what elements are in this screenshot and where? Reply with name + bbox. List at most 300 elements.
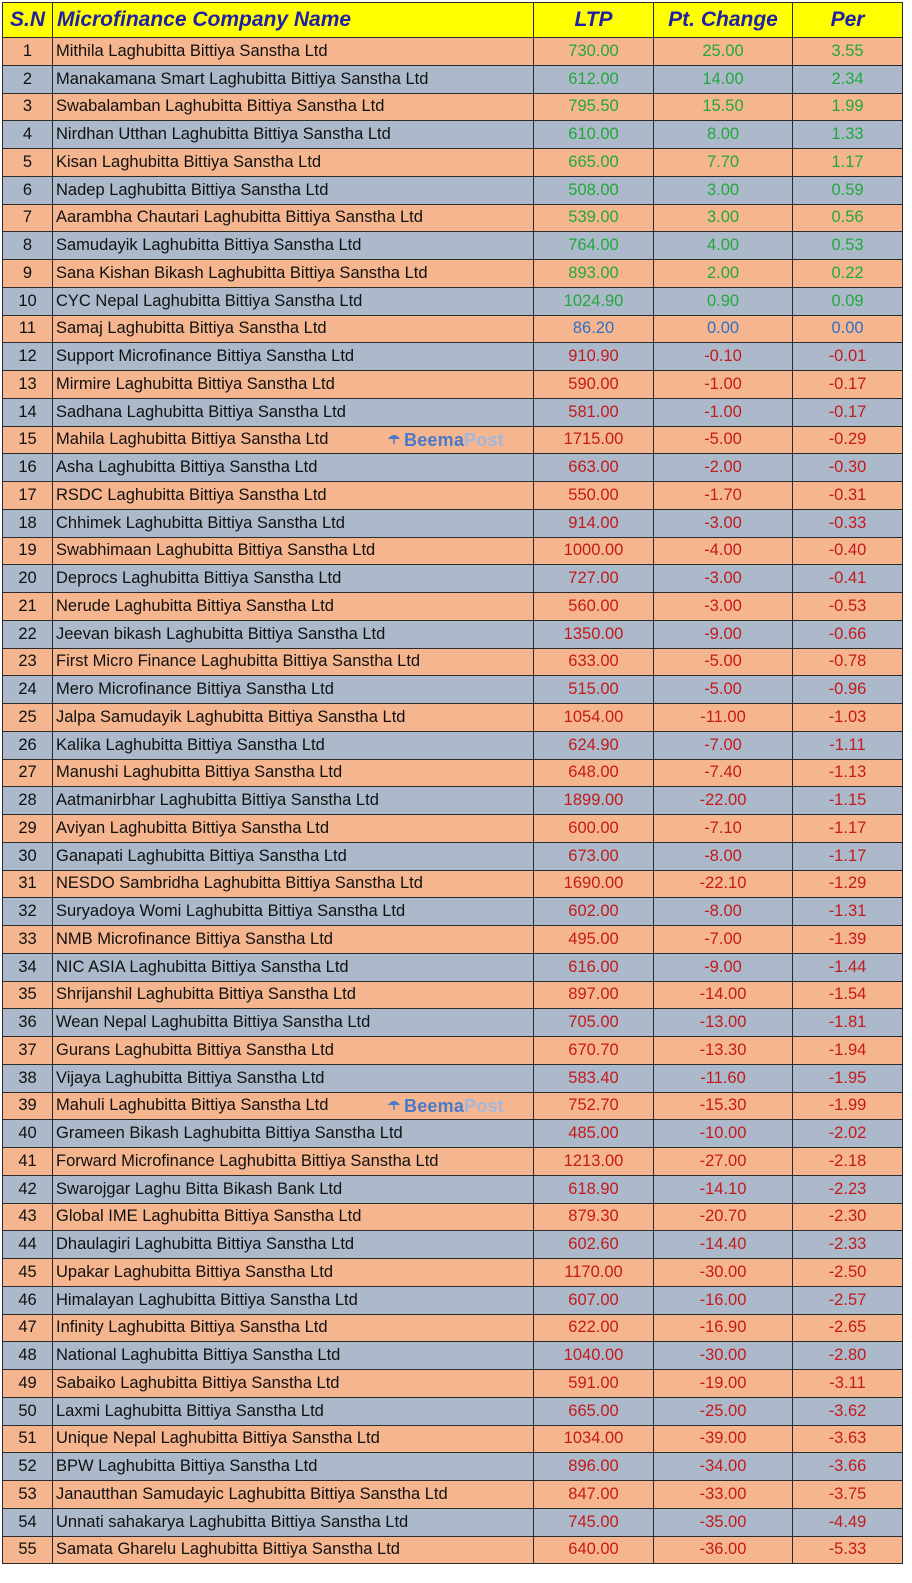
row-sn: 16 <box>3 454 53 482</box>
row-per: -1.17 <box>793 815 903 843</box>
header-row <box>3 3 903 38</box>
row-per: -2.50 <box>793 1259 903 1287</box>
row-company-name <box>53 371 534 399</box>
table-row <box>3 38 903 66</box>
row-pt-change: -1.00 <box>654 398 793 426</box>
row-ltp: 847.00 <box>534 1481 654 1509</box>
company-name-text: Wean Nepal Laghubitta Bittiya Sanstha Ltd <box>56 1013 371 1032</box>
row-sn: 10 <box>3 287 53 315</box>
company-name-text: Sadhana Laghubitta Bittiya Sanstha Ltd <box>56 402 346 421</box>
row-per: -0.96 <box>793 676 903 704</box>
row-per: 1.33 <box>793 121 903 149</box>
row-sn: 29 <box>3 815 53 843</box>
row-pt-change: -5.00 <box>654 426 793 454</box>
company-name-text: Aarambha Chautari Laghubitta Bittiya Sanstha Ltd <box>56 208 423 227</box>
row-company-name <box>53 121 534 149</box>
row-ltp: 897.00 <box>534 981 654 1009</box>
row-sn: 14 <box>3 398 53 426</box>
row-company-name <box>53 1508 534 1536</box>
data-table <box>2 2 903 1564</box>
row-sn: 25 <box>3 704 53 732</box>
row-per: -5.33 <box>793 1536 903 1564</box>
row-pt-change: -3.00 <box>654 509 793 537</box>
row-sn: 50 <box>3 1397 53 1425</box>
row-sn: 21 <box>3 593 53 621</box>
row-pt-change: -14.00 <box>654 981 793 1009</box>
row-company-name <box>53 509 534 537</box>
row-company-name <box>53 1453 534 1481</box>
row-sn: 23 <box>3 648 53 676</box>
row-per: -2.23 <box>793 1175 903 1203</box>
row-pt-change: -11.60 <box>654 1064 793 1092</box>
row-per: -3.66 <box>793 1453 903 1481</box>
row-sn: 49 <box>3 1370 53 1398</box>
row-pt-change: -14.40 <box>654 1231 793 1259</box>
row-sn: 53 <box>3 1481 53 1509</box>
row-company-name <box>53 1259 534 1287</box>
header-pt-change: Pt. Change <box>654 3 793 38</box>
row-company-name <box>53 65 534 93</box>
row-ltp: 622.00 <box>534 1314 654 1342</box>
header-company-name: Microfinance Company Name <box>53 3 534 38</box>
row-per: -0.78 <box>793 648 903 676</box>
row-per: -1.15 <box>793 787 903 815</box>
row-pt-change: -8.00 <box>654 898 793 926</box>
row-pt-change: -25.00 <box>654 1397 793 1425</box>
row-ltp: 610.00 <box>534 121 654 149</box>
row-company-name <box>53 1203 534 1231</box>
company-name-text: Himalayan Laghubitta Bittiya Sanstha Ltd <box>56 1290 358 1309</box>
header-per: Per <box>793 3 903 38</box>
company-name-text: Kalika Laghubitta Bittiya Sanstha Ltd <box>56 735 325 754</box>
company-name-text: Ganapati Laghubitta Bittiya Sanstha Ltd <box>56 846 347 865</box>
table-row <box>3 593 903 621</box>
row-sn: 22 <box>3 620 53 648</box>
table-row <box>3 482 903 510</box>
row-per: -0.30 <box>793 454 903 482</box>
table-row <box>3 565 903 593</box>
row-ltp: 495.00 <box>534 926 654 954</box>
row-per: 1.17 <box>793 149 903 177</box>
row-pt-change: -16.00 <box>654 1286 793 1314</box>
row-company-name <box>53 953 534 981</box>
company-name-text: Samata Gharelu Laghubitta Bittiya Sanstha Ltd <box>56 1540 400 1559</box>
company-name-text: NMB Microfinance Bittiya Sanstha Ltd <box>56 929 333 948</box>
row-sn: 46 <box>3 1286 53 1314</box>
row-pt-change: -2.00 <box>654 454 793 482</box>
row-per: -0.29 <box>793 426 903 454</box>
row-sn: 19 <box>3 537 53 565</box>
row-pt-change: -4.00 <box>654 537 793 565</box>
row-per: -0.53 <box>793 593 903 621</box>
company-name-text: Nadep Laghubitta Bittiya Sanstha Ltd <box>56 180 329 199</box>
table-row <box>3 1148 903 1176</box>
company-name-text: Janautthan Samudayic Laghubitta Bittiya Sanstha Ltd <box>56 1484 448 1503</box>
row-per: -1.31 <box>793 898 903 926</box>
row-pt-change: 14.00 <box>654 65 793 93</box>
row-company-name <box>53 537 534 565</box>
row-company-name <box>53 704 534 732</box>
row-pt-change: -7.10 <box>654 815 793 843</box>
row-sn: 32 <box>3 898 53 926</box>
row-pt-change: -15.30 <box>654 1092 793 1120</box>
company-name-text: Laxmi Laghubitta Bittiya Sanstha Ltd <box>56 1401 324 1420</box>
umbrella-icon <box>387 433 401 445</box>
company-name-text: Swabalamban Laghubitta Bittiya Sanstha Ltd <box>56 97 385 116</box>
row-ltp: 752.70 <box>534 1092 654 1120</box>
table-row <box>3 371 903 399</box>
table-row <box>3 509 903 537</box>
row-company-name <box>53 1342 534 1370</box>
table-row <box>3 1342 903 1370</box>
company-name-text: Swarojgar Laghu Bitta Bikash Bank Ltd <box>56 1179 343 1198</box>
row-sn: 4 <box>3 121 53 149</box>
row-sn: 6 <box>3 176 53 204</box>
row-pt-change: -13.30 <box>654 1037 793 1065</box>
row-company-name <box>53 176 534 204</box>
row-sn: 36 <box>3 1009 53 1037</box>
table-row <box>3 121 903 149</box>
company-name-text: Manushi Laghubitta Bittiya Sanstha Ltd <box>56 763 343 782</box>
row-pt-change: -35.00 <box>654 1508 793 1536</box>
company-name-text: Sabaiko Laghubitta Bittiya Sanstha Ltd <box>56 1373 340 1392</box>
table-row <box>3 898 903 926</box>
row-per: -2.57 <box>793 1286 903 1314</box>
row-sn: 44 <box>3 1231 53 1259</box>
row-ltp: 764.00 <box>534 232 654 260</box>
row-sn: 28 <box>3 787 53 815</box>
row-sn: 42 <box>3 1175 53 1203</box>
row-pt-change: 8.00 <box>654 121 793 149</box>
row-pt-change: -9.00 <box>654 620 793 648</box>
table-row <box>3 1508 903 1536</box>
row-pt-change: 0.90 <box>654 287 793 315</box>
row-company-name <box>53 204 534 232</box>
table-row <box>3 232 903 260</box>
row-per: -2.65 <box>793 1314 903 1342</box>
company-name-text: Suryadoya Womi Laghubitta Bittiya Sanstha Ltd <box>56 902 406 921</box>
row-ltp: 1024.90 <box>534 287 654 315</box>
beemapost-watermark <box>387 1096 504 1117</box>
table-row <box>3 1175 903 1203</box>
row-per: -1.81 <box>793 1009 903 1037</box>
row-company-name <box>53 593 534 621</box>
row-company-name <box>53 620 534 648</box>
row-sn: 13 <box>3 371 53 399</box>
row-ltp: 1000.00 <box>534 537 654 565</box>
row-per: -1.95 <box>793 1064 903 1092</box>
umbrella-icon <box>387 1099 401 1111</box>
table-row <box>3 149 903 177</box>
table-row <box>3 1370 903 1398</box>
row-company-name <box>53 1370 534 1398</box>
row-ltp: 86.20 <box>534 315 654 343</box>
row-sn: 11 <box>3 315 53 343</box>
table-row <box>3 204 903 232</box>
row-sn: 26 <box>3 731 53 759</box>
row-company-name <box>53 926 534 954</box>
table-row <box>3 953 903 981</box>
row-company-name <box>53 1481 534 1509</box>
table-row <box>3 343 903 371</box>
row-ltp: 1899.00 <box>534 787 654 815</box>
row-ltp: 910.90 <box>534 343 654 371</box>
company-name-text: Gurans Laghubitta Bittiya Sanstha Ltd <box>56 1040 334 1059</box>
table-row <box>3 1425 903 1453</box>
row-ltp: 583.40 <box>534 1064 654 1092</box>
row-pt-change: -33.00 <box>654 1481 793 1509</box>
row-ltp: 727.00 <box>534 565 654 593</box>
company-name-text: Nerude Laghubitta Bittiya Sanstha Ltd <box>56 596 334 615</box>
row-company-name <box>53 1425 534 1453</box>
row-company-name <box>53 93 534 121</box>
row-company-name <box>53 815 534 843</box>
row-company-name <box>53 482 534 510</box>
company-name-text: NIC ASIA Laghubitta Bittiya Sanstha Ltd <box>56 957 349 976</box>
row-ltp: 663.00 <box>534 454 654 482</box>
row-company-name <box>53 842 534 870</box>
watermark-part2: Post <box>464 1095 504 1116</box>
microfinance-price-table <box>2 2 902 1564</box>
row-company-name <box>53 287 534 315</box>
row-sn: 24 <box>3 676 53 704</box>
company-name-text: Samudayik Laghubitta Bittiya Sanstha Ltd <box>56 236 362 255</box>
row-company-name <box>53 676 534 704</box>
row-company-name <box>53 759 534 787</box>
table-row <box>3 620 903 648</box>
row-per: 0.22 <box>793 260 903 288</box>
table-row <box>3 93 903 121</box>
row-company-name <box>53 426 534 454</box>
row-ltp: 648.00 <box>534 759 654 787</box>
company-name-text: Nirdhan Utthan Laghubitta Bittiya Sanstha Ltd <box>56 125 391 144</box>
row-company-name <box>53 898 534 926</box>
row-per: -3.63 <box>793 1425 903 1453</box>
row-sn: 41 <box>3 1148 53 1176</box>
company-name-text: Swabhimaan Laghubitta Bittiya Sanstha Ltd <box>56 541 376 560</box>
row-pt-change: -27.00 <box>654 1148 793 1176</box>
table-row <box>3 1064 903 1092</box>
row-pt-change: -5.00 <box>654 648 793 676</box>
row-ltp: 1350.00 <box>534 620 654 648</box>
row-ltp: 485.00 <box>534 1120 654 1148</box>
row-company-name <box>53 1148 534 1176</box>
table-row <box>3 704 903 732</box>
row-ltp: 602.60 <box>534 1231 654 1259</box>
row-sn: 18 <box>3 509 53 537</box>
row-per: -1.44 <box>793 953 903 981</box>
row-per: -2.80 <box>793 1342 903 1370</box>
row-ltp: 602.00 <box>534 898 654 926</box>
row-ltp: 515.00 <box>534 676 654 704</box>
row-pt-change: -11.00 <box>654 704 793 732</box>
watermark-part1: Beema <box>404 429 465 450</box>
company-name-text: Jalpa Samudayik Laghubitta Bittiya Sanstha Ltd <box>56 707 406 726</box>
row-company-name <box>53 870 534 898</box>
row-per: -1.03 <box>793 704 903 732</box>
row-company-name <box>53 398 534 426</box>
row-per: -0.01 <box>793 343 903 371</box>
row-per: 0.53 <box>793 232 903 260</box>
row-per: -1.94 <box>793 1037 903 1065</box>
row-pt-change: -16.90 <box>654 1314 793 1342</box>
row-pt-change: -20.70 <box>654 1203 793 1231</box>
row-ltp: 560.00 <box>534 593 654 621</box>
row-ltp: 590.00 <box>534 371 654 399</box>
table-row <box>3 1314 903 1342</box>
table-row <box>3 1037 903 1065</box>
row-pt-change: 2.00 <box>654 260 793 288</box>
row-pt-change: -36.00 <box>654 1536 793 1564</box>
row-pt-change: -22.00 <box>654 787 793 815</box>
company-name-text: Infinity Laghubitta Bittiya Sanstha Ltd <box>56 1318 328 1337</box>
row-ltp: 670.70 <box>534 1037 654 1065</box>
row-ltp: 1040.00 <box>534 1342 654 1370</box>
row-per: -3.11 <box>793 1370 903 1398</box>
company-name-text: Manakamana Smart Laghubitta Bittiya Sanstha Ltd <box>56 69 429 88</box>
company-name-text: CYC Nepal Laghubitta Bittiya Sanstha Ltd <box>56 291 363 310</box>
row-sn: 8 <box>3 232 53 260</box>
row-sn: 3 <box>3 93 53 121</box>
row-pt-change: -1.70 <box>654 482 793 510</box>
row-ltp: 581.00 <box>534 398 654 426</box>
row-pt-change: 3.00 <box>654 176 793 204</box>
row-pt-change: -3.00 <box>654 565 793 593</box>
row-sn: 30 <box>3 842 53 870</box>
row-per: -4.49 <box>793 1508 903 1536</box>
row-company-name <box>53 981 534 1009</box>
row-company-name <box>53 1286 534 1314</box>
watermark-part1: Beema <box>404 1095 465 1116</box>
row-per: -0.41 <box>793 565 903 593</box>
row-company-name <box>53 1231 534 1259</box>
row-ltp: 616.00 <box>534 953 654 981</box>
table-row <box>3 287 903 315</box>
table-row <box>3 815 903 843</box>
row-pt-change: -10.00 <box>654 1120 793 1148</box>
company-name-text: Vijaya Laghubitta Bittiya Sanstha Ltd <box>56 1068 325 1087</box>
row-sn: 2 <box>3 65 53 93</box>
company-name-text: Unnati sahakarya Laghubitta Bittiya Sanstha Ltd <box>56 1512 409 1531</box>
row-pt-change: -39.00 <box>654 1425 793 1453</box>
row-per: -3.62 <box>793 1397 903 1425</box>
row-ltp: 896.00 <box>534 1453 654 1481</box>
row-company-name <box>53 565 534 593</box>
row-sn: 52 <box>3 1453 53 1481</box>
row-sn: 27 <box>3 759 53 787</box>
row-per: -1.11 <box>793 731 903 759</box>
company-name-text: Dhaulagiri Laghubitta Bittiya Sanstha Ltd <box>56 1235 355 1254</box>
row-sn: 39 <box>3 1092 53 1120</box>
company-name-text: Mahuli Laghubitta Bittiya Sanstha Ltd <box>56 1096 329 1115</box>
row-sn: 34 <box>3 953 53 981</box>
row-ltp: 1170.00 <box>534 1259 654 1287</box>
row-pt-change: -9.00 <box>654 953 793 981</box>
table-row <box>3 1203 903 1231</box>
row-ltp: 600.00 <box>534 815 654 843</box>
row-sn: 51 <box>3 1425 53 1453</box>
company-name-text: Asha Laghubitta Bittiya Sanstha Ltd <box>56 458 318 477</box>
row-company-name <box>53 1037 534 1065</box>
table-row <box>3 260 903 288</box>
row-per: -1.39 <box>793 926 903 954</box>
row-sn: 37 <box>3 1037 53 1065</box>
table-row <box>3 454 903 482</box>
row-company-name <box>53 260 534 288</box>
table-row <box>3 1481 903 1509</box>
row-pt-change: -1.00 <box>654 371 793 399</box>
row-ltp: 550.00 <box>534 482 654 510</box>
row-sn: 9 <box>3 260 53 288</box>
row-ltp: 665.00 <box>534 149 654 177</box>
row-pt-change: -3.00 <box>654 593 793 621</box>
row-sn: 31 <box>3 870 53 898</box>
row-ltp: 730.00 <box>534 38 654 66</box>
company-name-text: Mirmire Laghubitta Bittiya Sanstha Ltd <box>56 374 335 393</box>
company-name-text: Aviyan Laghubitta Bittiya Sanstha Ltd <box>56 818 330 837</box>
table-row <box>3 398 903 426</box>
row-pt-change: -13.00 <box>654 1009 793 1037</box>
table-body <box>3 38 903 1564</box>
row-per: 2.34 <box>793 65 903 93</box>
row-per: -2.02 <box>793 1120 903 1148</box>
row-ltp: 539.00 <box>534 204 654 232</box>
row-pt-change: 3.00 <box>654 204 793 232</box>
company-name-text: Unique Nepal Laghubitta Bittiya Sanstha Ltd <box>56 1429 380 1448</box>
company-name-text: Global IME Laghubitta Bittiya Sanstha Ltd <box>56 1207 362 1226</box>
watermark-part2: Post <box>464 429 504 450</box>
row-pt-change: -30.00 <box>654 1342 793 1370</box>
row-ltp: 591.00 <box>534 1370 654 1398</box>
row-company-name <box>53 38 534 66</box>
row-sn: 20 <box>3 565 53 593</box>
row-sn: 54 <box>3 1508 53 1536</box>
row-pt-change: -7.00 <box>654 731 793 759</box>
row-company-name <box>53 149 534 177</box>
row-per: -0.31 <box>793 482 903 510</box>
company-name-text: Shrijanshil Laghubitta Bittiya Sanstha Ltd <box>56 985 356 1004</box>
table-row <box>3 981 903 1009</box>
row-company-name <box>53 232 534 260</box>
row-sn: 55 <box>3 1536 53 1564</box>
row-company-name <box>53 343 534 371</box>
row-per: 3.55 <box>793 38 903 66</box>
table-row <box>3 1009 903 1037</box>
row-sn: 1 <box>3 38 53 66</box>
row-pt-change: 15.50 <box>654 93 793 121</box>
row-ltp: 612.00 <box>534 65 654 93</box>
row-ltp: 1715.00 <box>534 426 654 454</box>
row-sn: 38 <box>3 1064 53 1092</box>
row-per: -0.66 <box>793 620 903 648</box>
row-sn: 33 <box>3 926 53 954</box>
row-company-name <box>53 1009 534 1037</box>
row-pt-change: -22.10 <box>654 870 793 898</box>
row-sn: 48 <box>3 1342 53 1370</box>
row-company-name <box>53 1120 534 1148</box>
company-name-text: Grameen Bikash Laghubitta Bittiya Sanstha Ltd <box>56 1124 403 1143</box>
row-ltp: 640.00 <box>534 1536 654 1564</box>
company-name-text: Support Microfinance Bittiya Sanstha Ltd <box>56 347 355 366</box>
row-per: -1.99 <box>793 1092 903 1120</box>
row-sn: 40 <box>3 1120 53 1148</box>
header-sn: S.N <box>3 3 53 38</box>
row-ltp: 665.00 <box>534 1397 654 1425</box>
row-pt-change: -7.00 <box>654 926 793 954</box>
table-row <box>3 65 903 93</box>
row-sn: 7 <box>3 204 53 232</box>
row-company-name <box>53 315 534 343</box>
